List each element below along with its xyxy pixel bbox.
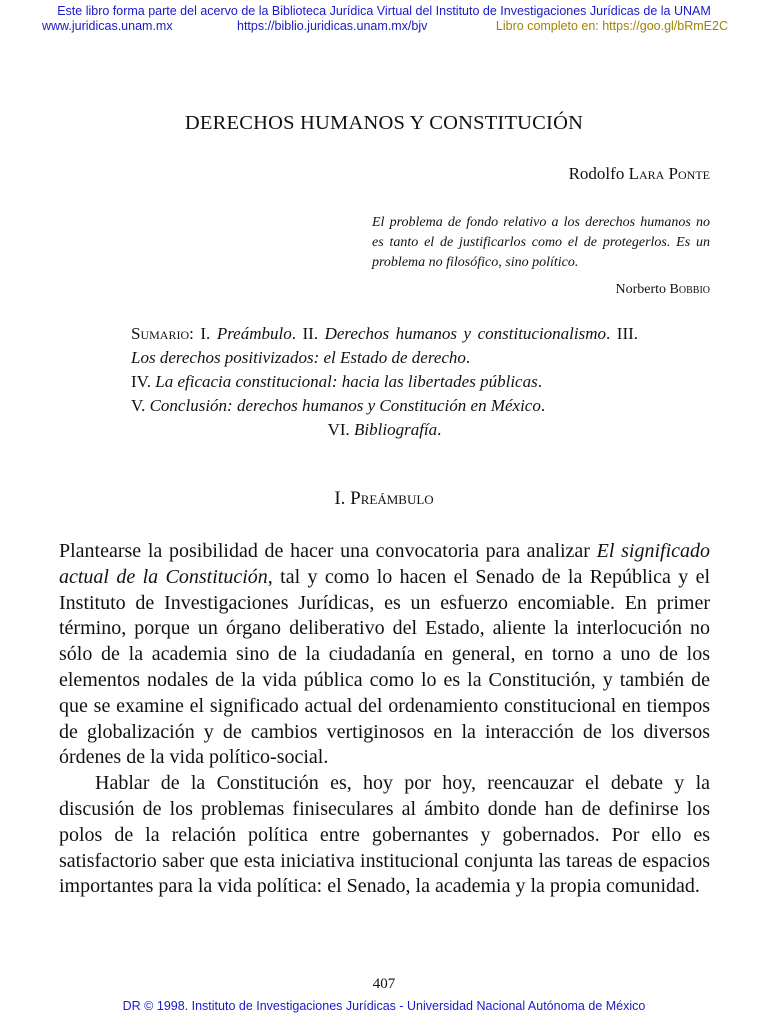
- header-links: [0, 19, 768, 35]
- summary-item-4: IV. La eficacia constitucional: hacia las libertades públicas.: [131, 372, 542, 391]
- summary-label: Sumario: [131, 324, 190, 343]
- author-first-name: Rodolfo: [568, 164, 629, 183]
- author: [569, 164, 710, 184]
- paragraph-2: Hablar de la Constitución es, hoy por hoy, reencauzar el debate y la discusión de los problemas finiseculares al ámbito donde han de definirse los polos de la relación política entre gobernantes y gobernados. Por ello es satisfactorio saber que esta iniciativa institucional conjunta las tareas de espacios importantes para la vida política: el Senado, la academia y la propia comunidad.: [59, 772, 710, 898]
- epigraph-quote: El problema de fondo relativo a los derechos humanos no es tanto el de justificarlos como el de protegerlos. Es un problema no filosófico, sino político.: [372, 215, 710, 270]
- epigraph-author-last: Bobbio: [669, 282, 710, 297]
- summary-item-2: II. Derechos humanos y constitucionalismo.: [302, 324, 611, 343]
- summary-item-3: III. Los derechos positivizados: el Estado de derecho.: [131, 324, 639, 367]
- full-book-link[interactable]: Libro completo en: https://goo.gl/bRmE2C: [495, 19, 728, 33]
- epigraph-author: [616, 282, 711, 298]
- copyright-footer: DR © 1998. Instituto de Investigaciones Jurídicas - Universidad Nacional Autónoma de México: [122, 999, 646, 1013]
- epigraph-author-first: Norberto: [615, 282, 670, 297]
- repository-notice: Este libro forma parte del acervo de la Biblioteca Jurídica Virtual del Instituto de Investigaciones Jurídicas de la UNAM: [57, 4, 711, 18]
- summary-item-6: VI. Bibliografía.: [327, 420, 442, 439]
- summary-item-1: I. Preámbulo.: [200, 324, 296, 343]
- author-last-name: Lara Ponte: [628, 164, 710, 183]
- bjv-link[interactable]: https://biblio.juridicas.unam.mx/bjv: [237, 19, 428, 33]
- site-link[interactable]: www.juridicas.unam.mx: [42, 19, 173, 33]
- summary-item-5: V. Conclusión: derechos humanos y Constitución en México.: [131, 396, 546, 415]
- summary: Sumario: I. Preámbulo. II. Derechos humanos y constitucionalismo. III. Los derechos positivizados: el Estado de derecho. IV. La eficacia constitucional: hacia las libertades públicas. V. Conclusión: derechos humanos y Constitución en México. VI. Bibliografía.: [131, 322, 638, 442]
- page-number: 407: [372, 976, 396, 992]
- paragraph-1: Plantearse la posibilidad de hacer una convocatoria para analizar El significado actual de la Constitución, tal y como lo hacen el Senado de la República y el Instituto de Investigaciones Jurídicas, es un esfuerzo encomiable. En primer término, porque un órgano deliberativo del Estado, aliente la interlocución no sólo de la academia sino de la ciudadanía en general, en torno a uno de los elementos nodales de la vida pública como lo es la Constitución, y también de que se examine el significado actual del ordenamiento constitucional en tiempos de globalización y de cambios vertiginosos en la interacción de los diversos órdenes de la vida político-social.: [59, 540, 711, 769]
- body-text: [59, 539, 710, 900]
- section-heading: I. Preámbulo: [334, 488, 434, 509]
- document-title: DERECHOS HUMANOS Y CONSTITUCIÓN: [184, 112, 584, 134]
